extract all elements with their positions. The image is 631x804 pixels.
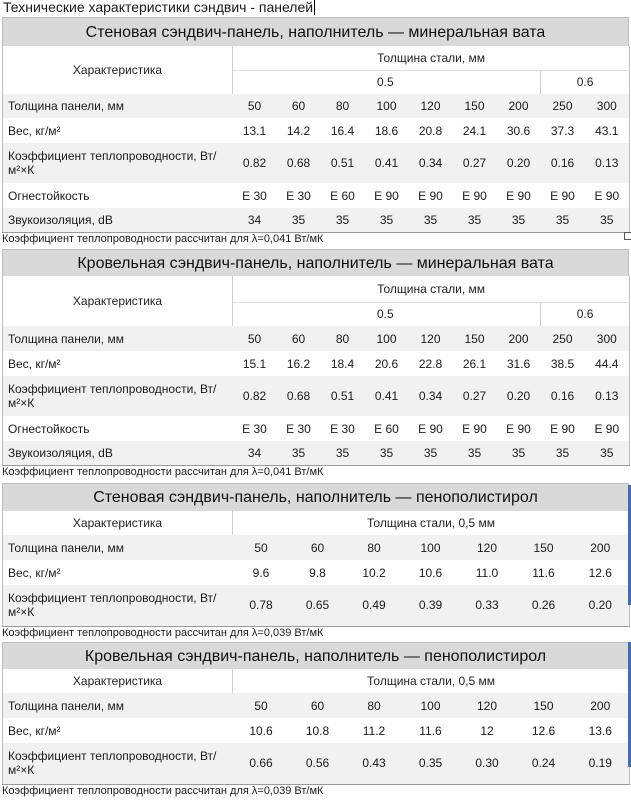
row-label: Толщина панели, мм xyxy=(3,94,233,118)
cell: 0.34 xyxy=(409,143,453,183)
cell: 31.6 xyxy=(497,351,541,376)
cell: 0.33 xyxy=(459,585,516,626)
cell: 44.4 xyxy=(585,351,630,376)
cell: 35 xyxy=(321,208,365,232)
row-label: Коэффициент теплопроводности, Вт/м²×К xyxy=(3,585,233,626)
table-row xyxy=(3,560,630,585)
char-header: Характеристика xyxy=(3,276,233,326)
cell: 0.41 xyxy=(365,143,409,183)
table-row xyxy=(3,441,630,465)
cell: 50 xyxy=(233,326,277,351)
steel-thickness-header: Толщина стали, мм xyxy=(233,46,630,70)
cell: 0.13 xyxy=(585,376,630,416)
cell: 34 xyxy=(233,441,277,465)
steel-group-06: 0.6 xyxy=(541,302,630,326)
char-header: Характеристика xyxy=(3,46,233,94)
table-row xyxy=(3,376,630,416)
cell: 35 xyxy=(277,208,321,232)
cell: 35 xyxy=(497,441,541,465)
cell: 60 xyxy=(290,693,346,718)
cell: 35 xyxy=(497,208,541,232)
cell: 0.20 xyxy=(497,143,541,183)
cell: 120 xyxy=(409,326,453,351)
cell: 250 xyxy=(541,94,585,118)
cell: 35 xyxy=(585,441,630,465)
cell: 16.2 xyxy=(277,351,321,376)
cell: 35 xyxy=(321,441,365,465)
cell: 200 xyxy=(497,94,541,118)
cell: Е 90 xyxy=(585,183,630,208)
cell: 35 xyxy=(541,441,585,465)
cell: 80 xyxy=(346,535,403,560)
cell: 11.6 xyxy=(403,718,459,743)
cell: Е 60 xyxy=(321,183,365,208)
table-title: Кровельная сэндвич-панель, наполнитель — пенополистирол xyxy=(2,642,629,669)
cell: 35 xyxy=(409,441,453,465)
cell: 35 xyxy=(409,208,453,232)
cell: 12 xyxy=(459,718,516,743)
row-label: Вес, кг/м² xyxy=(3,718,233,743)
cell: 60 xyxy=(290,535,346,560)
cell: 13.1 xyxy=(233,118,277,143)
cell: 9.6 xyxy=(233,560,290,585)
row-label: Вес, кг/м² xyxy=(3,118,233,143)
cell: 0.34 xyxy=(409,376,453,416)
table-note: Коэффициент теплопроводности рассчитан для λ=0,041 Вт/мК xyxy=(2,465,324,478)
cell: Е 30 xyxy=(277,416,321,441)
cell: 18.4 xyxy=(321,351,365,376)
cell: 13.6 xyxy=(572,718,630,743)
cell: Е 90 xyxy=(497,183,541,208)
steel-thickness-header: Толщина стали, мм xyxy=(233,276,630,302)
cell: 0.66 xyxy=(233,743,290,784)
cell: Е 90 xyxy=(409,416,453,441)
cell: 50 xyxy=(233,94,277,118)
cell: 43.1 xyxy=(585,118,630,143)
table-row xyxy=(3,94,630,118)
cell: Е 90 xyxy=(409,183,453,208)
cell: 0.39 xyxy=(403,585,459,626)
cell: 0.82 xyxy=(233,143,277,183)
cell: 0.27 xyxy=(453,376,497,416)
char-header: Характеристика xyxy=(3,669,233,693)
table-row xyxy=(3,143,630,183)
cell: 60 xyxy=(277,326,321,351)
cell: 0.51 xyxy=(321,376,365,416)
row-label: Звукоизоляция, dB xyxy=(3,441,233,465)
cell: 0.51 xyxy=(321,143,365,183)
table-row xyxy=(3,585,630,626)
cell: 0.78 xyxy=(233,585,290,626)
cell: Е 90 xyxy=(365,183,409,208)
cell: Е 90 xyxy=(585,416,630,441)
char-header: Характеристика xyxy=(3,511,233,535)
cell: 0.35 xyxy=(403,743,459,784)
cell: 0.43 xyxy=(346,743,403,784)
cell: Е 90 xyxy=(541,183,585,208)
cell: 0.16 xyxy=(541,376,585,416)
cell: 14.2 xyxy=(277,118,321,143)
row-label: Вес, кг/м² xyxy=(3,560,233,585)
table-row xyxy=(3,118,630,143)
cell: Е 90 xyxy=(541,416,585,441)
table-wall-polystyrene xyxy=(2,483,629,640)
steel-group-06: 0.6 xyxy=(541,70,630,94)
cell: 300 xyxy=(585,94,630,118)
table-row xyxy=(3,718,630,743)
cell: Е 90 xyxy=(453,416,497,441)
cell: 120 xyxy=(459,693,516,718)
cell: 35 xyxy=(277,441,321,465)
table-wall-mineral-wool xyxy=(2,17,629,246)
cell: 0.82 xyxy=(233,376,277,416)
table-row xyxy=(3,743,630,784)
steel-thickness-header: Толщина стали, 0,5 мм xyxy=(233,669,630,693)
cell: 0.20 xyxy=(572,585,630,626)
steel-thickness-header: Толщина стали, 0,5 мм xyxy=(233,511,630,535)
row-label: Огнестойкость xyxy=(3,416,233,441)
cell: 0.56 xyxy=(290,743,346,784)
spec-table xyxy=(2,46,630,233)
cell: 35 xyxy=(541,208,585,232)
cell: 10.2 xyxy=(346,560,403,585)
cell: 0.68 xyxy=(277,143,321,183)
row-label: Толщина панели, мм xyxy=(3,535,233,560)
cell: 150 xyxy=(516,535,572,560)
table-row xyxy=(3,693,630,718)
cell: 100 xyxy=(365,94,409,118)
cell: 30.6 xyxy=(497,118,541,143)
spec-table xyxy=(2,511,630,627)
cell: 37.3 xyxy=(541,118,585,143)
cell: 20.6 xyxy=(365,351,409,376)
cell: Е 90 xyxy=(497,416,541,441)
cell: 0.13 xyxy=(585,143,630,183)
cell: 0.16 xyxy=(541,143,585,183)
row-label: Огнестойкость xyxy=(3,183,233,208)
row-label: Вес, кг/м² xyxy=(3,351,233,376)
table-row xyxy=(3,326,630,351)
table-row xyxy=(3,535,630,560)
cell: 34 xyxy=(233,208,277,232)
cell: 35 xyxy=(453,208,497,232)
cell: 80 xyxy=(321,94,365,118)
cell: 300 xyxy=(585,326,630,351)
row-label: Толщина панели, мм xyxy=(3,326,233,351)
cell: 0.41 xyxy=(365,376,409,416)
cell: Е 60 xyxy=(365,416,409,441)
cell: 26.1 xyxy=(453,351,497,376)
cell: 10.6 xyxy=(233,718,290,743)
cell: 38.5 xyxy=(541,351,585,376)
table-note: Коэффициент теплопроводности рассчитан для λ=0,039 Вт/мК xyxy=(2,784,324,797)
cell: 250 xyxy=(541,326,585,351)
cell: 0.49 xyxy=(346,585,403,626)
cell: 100 xyxy=(403,693,459,718)
table-title: Стеновая сэндвич-панель, наполнитель — минеральная вата xyxy=(2,17,629,46)
row-label: Толщина панели, мм xyxy=(3,693,233,718)
cell: 50 xyxy=(233,535,290,560)
cell: 11.6 xyxy=(516,560,572,585)
row-label: Коэффициент теплопроводности, Вт/м²×К xyxy=(3,376,233,416)
cell: 35 xyxy=(585,208,630,232)
cell: Е 30 xyxy=(233,416,277,441)
steel-group-05: 0.5 xyxy=(233,70,541,94)
cell: 200 xyxy=(572,535,630,560)
cell: 0.19 xyxy=(572,743,630,784)
table-note: Коэффициент теплопроводности рассчитан для λ=0,039 Вт/мК xyxy=(2,626,324,639)
table-row xyxy=(3,351,630,376)
cell: 0.20 xyxy=(497,376,541,416)
spec-table xyxy=(2,276,630,466)
cell: 12.6 xyxy=(572,560,630,585)
table-roof-polystyrene xyxy=(2,642,629,798)
cell: 35 xyxy=(365,208,409,232)
cell: 20.8 xyxy=(409,118,453,143)
row-label: Звукоизоляция, dB xyxy=(3,208,233,232)
table-row xyxy=(3,416,630,441)
cell: 0.26 xyxy=(516,585,572,626)
cell: 100 xyxy=(403,535,459,560)
table-row xyxy=(3,208,630,232)
cell: 200 xyxy=(497,326,541,351)
cell: 80 xyxy=(321,326,365,351)
cell: Е 30 xyxy=(277,183,321,208)
cell: 200 xyxy=(572,693,630,718)
cell: 11.0 xyxy=(459,560,516,585)
table-row xyxy=(3,183,630,208)
cell: 150 xyxy=(516,693,572,718)
table-title: Стеновая сэндвич-панель, наполнитель — пенополистирол xyxy=(2,483,629,511)
cell: 12.6 xyxy=(516,718,572,743)
cell: 0.30 xyxy=(459,743,516,784)
cell: 35 xyxy=(453,441,497,465)
steel-group-05: 0.5 xyxy=(233,302,541,326)
cell: 150 xyxy=(453,326,497,351)
cell: Е 90 xyxy=(453,183,497,208)
cell: 16.4 xyxy=(321,118,365,143)
cell: 22.8 xyxy=(409,351,453,376)
cell: 60 xyxy=(277,94,321,118)
cell: Е 30 xyxy=(321,416,365,441)
cell: 24.1 xyxy=(453,118,497,143)
cell: 120 xyxy=(459,535,516,560)
cell: 9.8 xyxy=(290,560,346,585)
spec-table xyxy=(2,669,630,785)
cell: 150 xyxy=(453,94,497,118)
cell: 10.6 xyxy=(403,560,459,585)
row-label: Коэффициент теплопроводности, Вт/м²×К xyxy=(3,743,233,784)
cell: 50 xyxy=(233,693,290,718)
cell: 0.27 xyxy=(453,143,497,183)
cell: 120 xyxy=(409,94,453,118)
table-title: Кровельная сэндвич-панель, наполнитель — минеральная вата xyxy=(2,249,629,276)
cell: 18.6 xyxy=(365,118,409,143)
cell: 15.1 xyxy=(233,351,277,376)
cell: 0.68 xyxy=(277,376,321,416)
cell: 0.65 xyxy=(290,585,346,626)
page-title: Технические характеристики сэндвич - панелей xyxy=(3,0,314,15)
cell: 80 xyxy=(346,693,403,718)
row-label: Коэффициент теплопроводности, Вт/м²×К xyxy=(3,143,233,183)
cell: 10.8 xyxy=(290,718,346,743)
table-roof-mineral-wool xyxy=(2,249,629,479)
cell: Е 30 xyxy=(233,183,277,208)
resize-handle[interactable] xyxy=(624,232,631,240)
cell: 0.24 xyxy=(516,743,572,784)
cell: 35 xyxy=(365,441,409,465)
table-note: Коэффициент теплопроводности рассчитан для λ=0,041 Вт/мК xyxy=(2,232,324,245)
cell: 11.2 xyxy=(346,718,403,743)
cell: 100 xyxy=(365,326,409,351)
